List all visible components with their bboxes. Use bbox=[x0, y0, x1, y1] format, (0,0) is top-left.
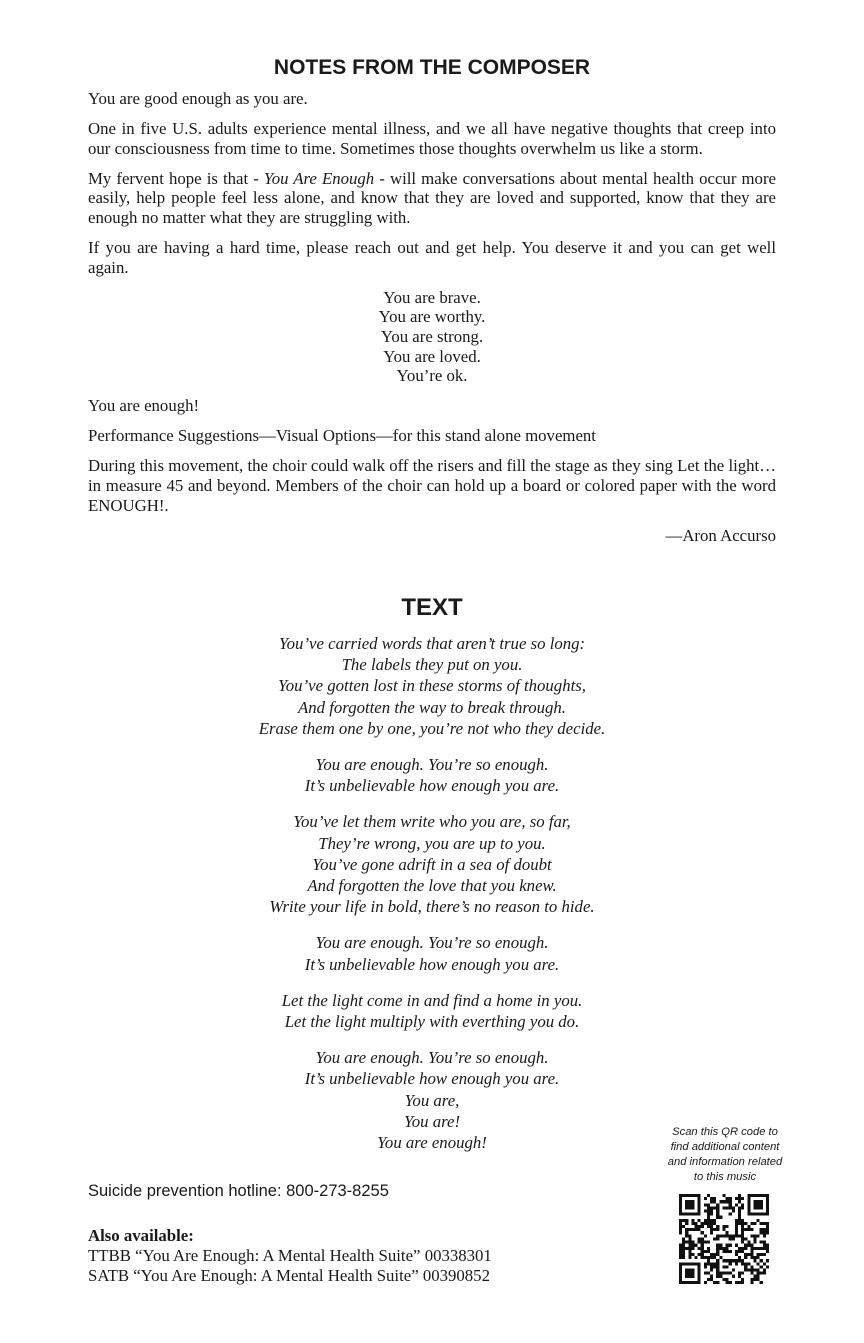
lyric-line: And forgotten the love that you knew. bbox=[307, 876, 557, 896]
lyric-line: You’ve carried words that aren’t true so long: bbox=[278, 634, 586, 653]
lyric-stanza bbox=[0, 754, 864, 796]
qr-caption bbox=[660, 1125, 790, 1185]
composer-notes bbox=[88, 89, 776, 545]
affirmation-line: You’re ok. bbox=[396, 366, 468, 386]
lyric-stanza bbox=[0, 932, 864, 974]
lyric-line: You are enough. You’re so enough. bbox=[315, 933, 549, 953]
also-available-item: TTBB “You Are Enough: A Mental Health Suite” 00338301 bbox=[88, 1246, 492, 1265]
lyric-line: You’ve gone adrift in a sea of doubt bbox=[312, 854, 552, 874]
hotline-text: Suicide prevention hotline: 800-273-8255 bbox=[88, 1182, 389, 1200]
lyric-line: Let the light come in and find a home in you. bbox=[281, 990, 583, 1010]
lyric-line: Erase them one by one, you’re not who they decide. bbox=[258, 718, 606, 738]
affirmation-line: You are loved. bbox=[383, 346, 481, 366]
lyric-stanza bbox=[0, 990, 864, 1032]
lyric-line: The labels they put on you. bbox=[341, 655, 523, 675]
lyric-line: It’s unbelievable how enough you are. bbox=[304, 954, 560, 974]
notes-paragraph-7: During this movement, the choir could walk off the risers and fill the stage as they sing Let the light… in measure 45 and beyond. Members of the choir can hold up a board or colored paper with the word ENOUGH!. bbox=[88, 456, 776, 515]
lyric-line: You’ve let them write who you are, so far, bbox=[293, 812, 571, 832]
lyric-line: You are enough! bbox=[377, 1133, 487, 1153]
lyric-line: You are enough. You’re so enough. bbox=[315, 755, 549, 775]
notes-paragraph-1: You are good enough as you are. bbox=[88, 89, 308, 108]
affirmation-line: You are brave. bbox=[383, 287, 481, 307]
lyric-line: You are enough. You’re so enough. bbox=[315, 1048, 549, 1068]
lyrics bbox=[0, 633, 864, 1168]
also-available-label: Also available: bbox=[88, 1226, 194, 1245]
lyric-stanza bbox=[0, 633, 864, 739]
affirmations bbox=[88, 288, 776, 386]
notes-paragraph-3-end: - will make conversations about mental health occur more easily, help people feel less alone, and know that they are loved and supported, know that they are enough no matter what they are struggling with. bbox=[88, 168, 776, 227]
notes-heading: NOTES FROM THE COMPOSER bbox=[273, 56, 591, 79]
lyric-line: You are! bbox=[403, 1111, 461, 1131]
lyric-line: You are, bbox=[404, 1090, 460, 1110]
notes-paragraph-5: You are enough! bbox=[88, 396, 200, 416]
qr-caption-line: to this music bbox=[693, 1171, 757, 1183]
qr-caption-line: and information related bbox=[667, 1156, 783, 1168]
lyric-line: It’s unbelievable how enough you are. bbox=[304, 776, 560, 796]
text-heading: TEXT bbox=[401, 594, 463, 621]
notes-paragraph-3-start: My fervent hope is that - bbox=[88, 168, 264, 188]
lyric-line: You’ve gotten lost in these storms of thoughts, bbox=[278, 676, 586, 696]
composer-signature: —Aron Accurso bbox=[665, 525, 776, 545]
affirmation-line: You are strong. bbox=[380, 326, 484, 346]
notes-paragraph-4: If you are having a hard time, please reach out and get help. You deserve it and you can get well again. bbox=[88, 238, 776, 277]
also-available bbox=[88, 1226, 492, 1286]
also-available-item: SATB “You Are Enough: A Mental Health Suite” 00390852 bbox=[88, 1266, 490, 1285]
lyric-stanza bbox=[0, 811, 864, 917]
work-title: You Are Enough bbox=[263, 168, 375, 188]
lyric-line: And forgotten the way to break through. bbox=[298, 697, 566, 717]
lyric-line: Let the light multiply with everthing you do. bbox=[284, 1012, 580, 1032]
notes-paragraph-3 bbox=[88, 169, 776, 228]
lyric-line: Write your life in bold, there’s no reason to hide. bbox=[269, 897, 595, 917]
lyric-line: They’re wrong, you are up to you. bbox=[318, 833, 546, 853]
notes-paragraph-6: Performance Suggestions—Visual Options—for this stand alone movement bbox=[88, 426, 596, 446]
notes-paragraph-2: One in five U.S. adults experience mental illness, and we all have negative thoughts that creep into our consciousness from time to time. Sometimes those thoughts overwhelm us like a storm. bbox=[88, 119, 776, 158]
affirmation-line: You are worthy. bbox=[378, 307, 486, 327]
lyric-line: It’s unbelievable how enough you are. bbox=[304, 1069, 560, 1089]
qr-caption-line: find additional content bbox=[670, 1141, 780, 1153]
qr-caption-line: Scan this QR code to bbox=[672, 1126, 778, 1138]
qr-code-icon[interactable] bbox=[679, 1194, 769, 1284]
